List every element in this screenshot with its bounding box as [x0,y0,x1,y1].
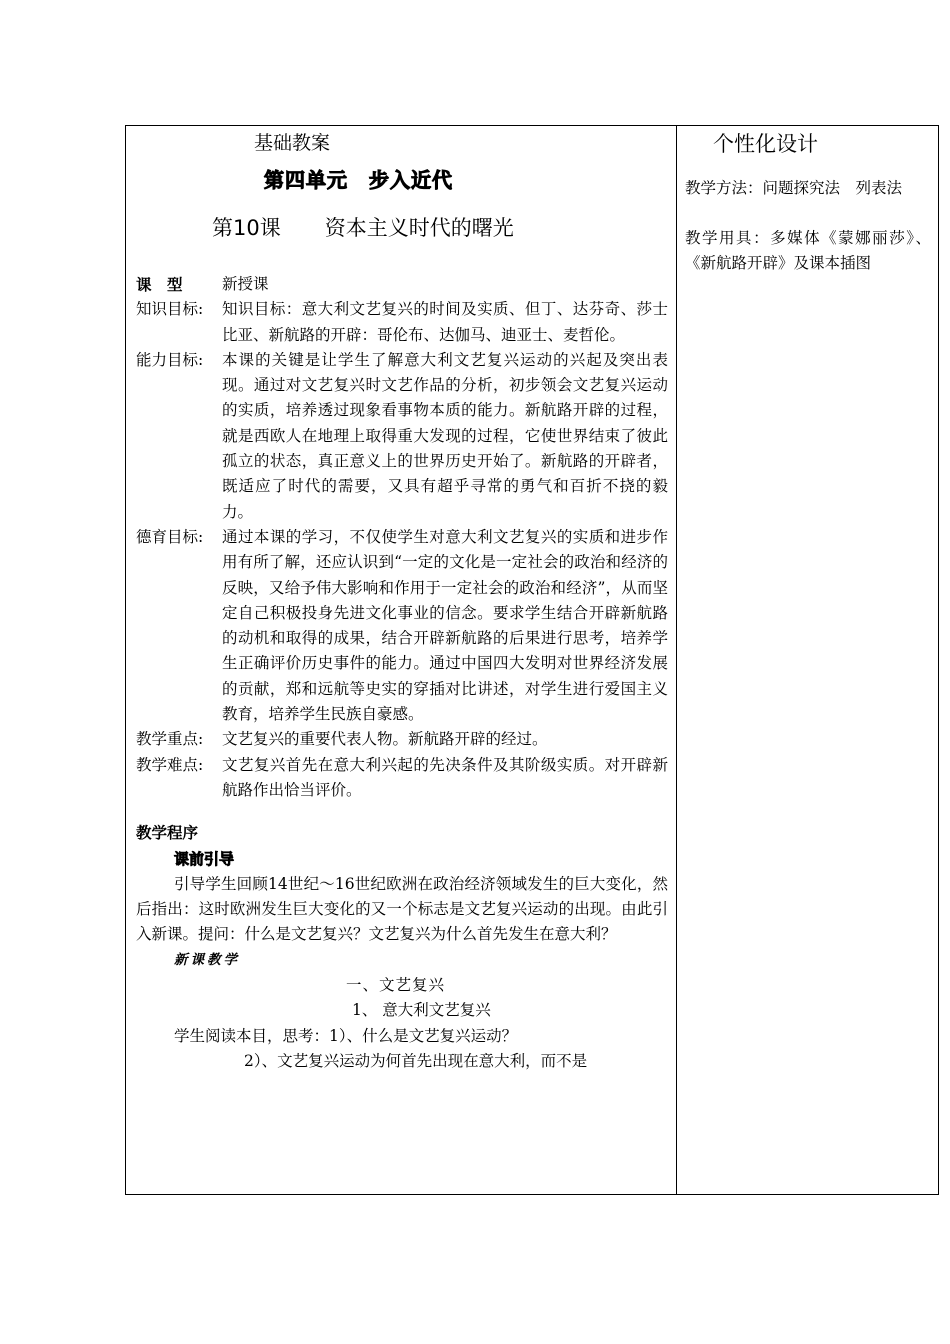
ability-goal-text: 本课的关键是让学生了解意大利文艺复兴运动的兴起及突出表现。通过对文艺复兴时文艺作品的分析，初步领会文艺复兴运动的实质，培养透过现象看事物本质的能力。新航路开辟的过程，就是西欧人在地理上取得重大发现的过程，它使世界结束了彼此孤立的状态，真正意义上的世界历史开始了。新航路的开辟者，既适应了时代的需要，又具有超乎寻常的勇气和百折不挠的毅力。 [222,350,668,521]
lesson-type-label: 课 型 [136,275,183,294]
ability-goal-row [136,348,668,525]
lesson-name: 资本主义时代的曙光 [324,216,514,240]
knowledge-goal-label: 知识目标: [136,300,204,319]
lesson-number: 第10课 [212,216,281,240]
moral-goal-text: 通过本课的学习，不仅使学生对意大利文艺复兴的实质和进步作用有所了解，还应认识到“一定的文化是一定社会的政治和经济的反映，又给予伟大影响和作用于一定社会的政治和经济”，从而坚定自己积极投身先进文化事业的信念。要求学生结合开辟新航路的动机和取得的成果，结合开辟新航路的后果进行思考，培养学生正确评价历史事件的能力。通过中国四大发明对世界经济发展的贡献，郑和远航等史实的穿插对比讲述，对学生进行爱国主义教育，培养学生民族自豪感。 [222,527,668,724]
page-title: 基础教案 [254,132,331,154]
teaching-focus-label: 教学重点: [136,730,204,749]
knowledge-goal-row [136,297,668,348]
teaching-focus-row [136,727,668,752]
unit-title: 第四单元 步入近代 [264,168,453,192]
new-lesson-heading: 新课教学 [174,951,240,968]
personalized-design-body [685,176,931,277]
teaching-tools: 教学用具：多媒体《蒙娜丽莎》、《新航路开辟》及课本插图 [685,228,931,272]
moral-goal-row [136,525,668,727]
basic-plan-column [126,126,676,1194]
ability-goal-label: 能力目标: [136,350,204,369]
question-1: 学生阅读本目，思考：1）、什么是文艺复兴运动？ [174,1026,518,1045]
lesson-type-row [136,272,668,297]
teaching-difficulty-label: 教学难点: [136,755,204,774]
teaching-method: 教学方法：问题探究法 列表法 [685,179,903,197]
procedure-title: 教学程序 [136,824,199,843]
teaching-focus-text: 文艺复兴的重要代表人物。新航路开辟的经过。 [222,730,548,749]
knowledge-goal-text: 知识目标：意大利文艺复兴的时间及实质、但丁、达芬奇、莎士比亚、新航路的开辟：哥伦布、达伽马、迪亚士、麦哲伦。 [222,300,668,344]
moral-goal-label: 德育目标: [136,527,204,546]
intro-text: 引导学生回顾14世纪～16世纪欧洲在政治经济领域发生的巨大变化，然后指出：这时欧洲发生巨大变化的又一个标志是文艺复兴运动的出现。由此引入新课。提问：什么是文艺复兴？文艺复兴为什么首先发生在意大利？ [136,874,668,944]
subsection-heading: 1、 意大利文艺复兴 [352,1001,491,1020]
lesson-body [136,272,668,1074]
teaching-difficulty-row [136,753,668,804]
lesson-title [212,212,514,242]
teaching-difficulty-text: 文艺复兴首先在意大利兴起的先决条件及其阶级实质。对开辟新航路作出恰当评价。 [222,755,668,799]
section-heading: 一、文艺复兴 [346,976,446,995]
personalized-design-column [677,126,939,1194]
lesson-plan-table [125,125,939,1195]
question-2: 2）、文艺复兴运动为何首先出现在意大利，而不是 [244,1051,588,1070]
personalized-design-title: 个性化设计 [713,132,818,156]
lesson-type-value: 新授课 [222,275,269,293]
intro-heading: 课前引导 [174,849,235,868]
